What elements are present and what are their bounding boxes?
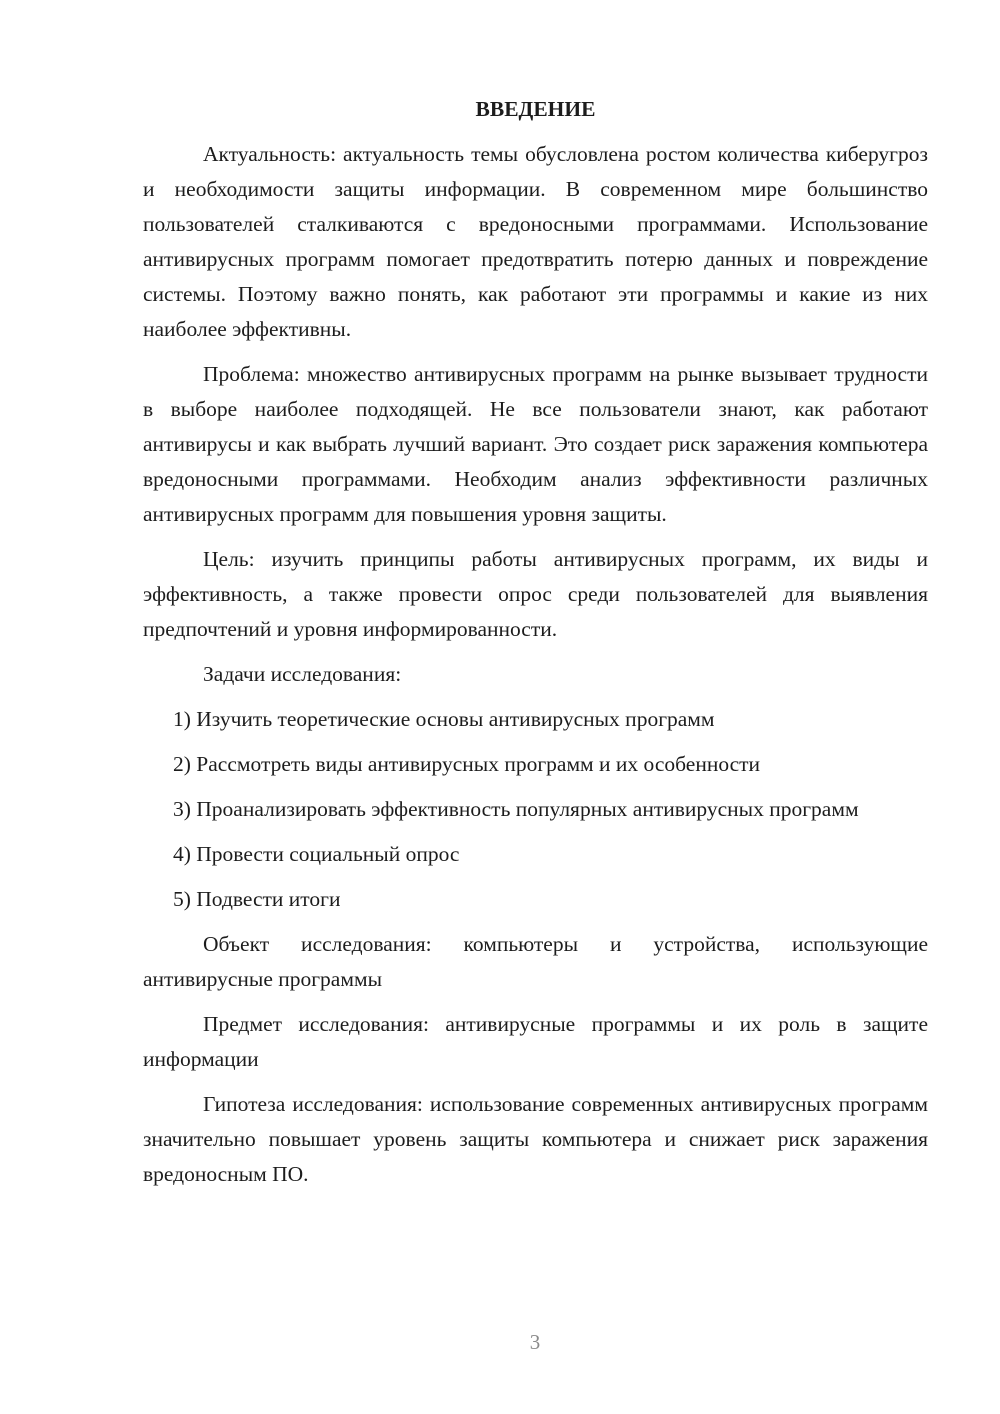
- tasks-heading: Задачи исследования:: [203, 662, 402, 686]
- paragraph-problem: Проблема: множество антивирусных программ на рынке вызывает трудности в выборе наиболее подходящей. Не все пользователи знают, как работают антивирусы и как выбрать лучший вариант. Это создает риск заражения компьютера вредоносными программами. Необходим анализ эффективности различных антивирусных программ для повышения уровня защиты.: [143, 362, 928, 526]
- paragraph-hypothesis: Гипотеза исследования: использование современных антивирусных программ значительно повышает уровень защиты компьютера и снижает риск заражения вредоносным ПО.: [143, 1092, 928, 1186]
- document-page: [143, 92, 928, 1192]
- task-item-2: 2) Рассмотреть виды антивирусных программ и их особенности: [173, 752, 761, 776]
- paragraph-subject: Предмет исследования: антивирусные программы и их роль в защите информации: [143, 1012, 928, 1071]
- task-item-5: 5) Подвести итоги: [173, 887, 341, 911]
- task-item-4: 4) Провести социальный опрос: [173, 842, 460, 866]
- task-item-1: 1) Изучить теоретические основы антивирусных программ: [173, 707, 715, 731]
- paragraph-object: Объект исследования: компьютеры и устройства, использующие антивирусные программы: [143, 932, 928, 991]
- task-item-3: 3) Проанализировать эффективность популярных антивирусных программ: [173, 797, 859, 821]
- page-number: 3: [529, 1330, 541, 1354]
- paragraph-goal: Цель: изучить принципы работы антивирусных программ, их виды и эффективность, а также провести опрос среди пользователей для выявления предпочтений и уровня информированности.: [143, 547, 928, 641]
- paragraph-relevance: Актуальность: актуальность темы обусловлена ростом количества киберугроз и необходимости защиты информации. В современном мире большинство пользователей сталкиваются с вредоносными программами. Использование антивирусных программ помогает предотвратить потерю данных и повреждение системы. Поэтому важно понять, как работают эти программы и какие из них наиболее эффективны.: [143, 142, 928, 341]
- page-title: ВВЕДЕНИЕ: [475, 97, 596, 121]
